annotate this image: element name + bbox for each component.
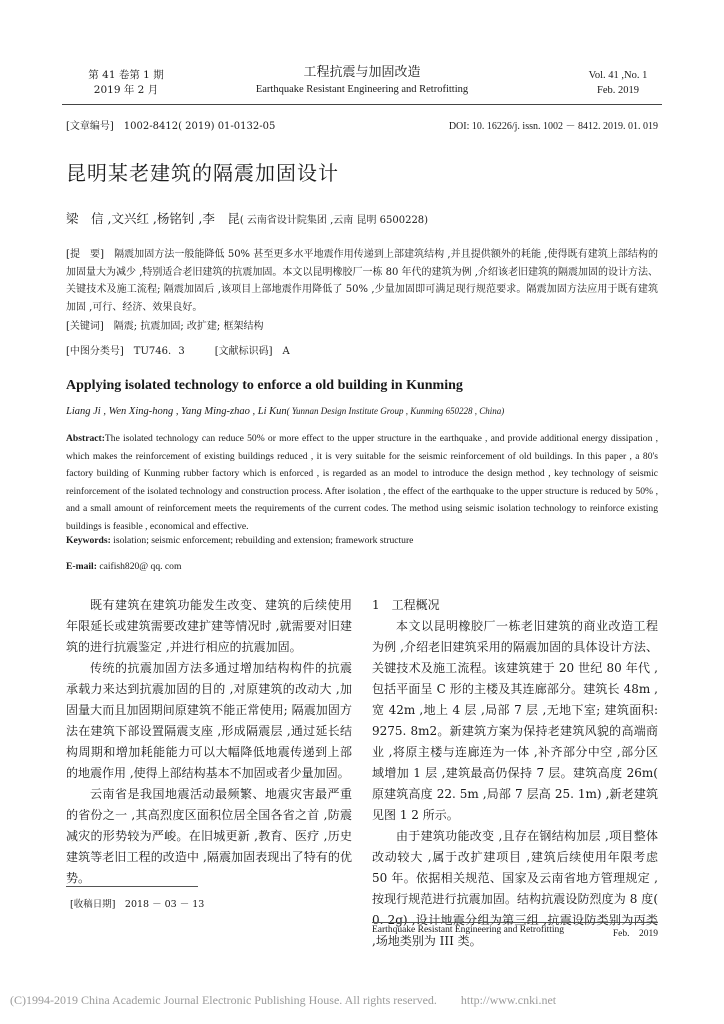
keywords-en-text: isolation; seismic enforcement; rebuilding and extension; framework structure (110, 535, 414, 546)
keywords-cn: [关键词] 隔震; 抗震加固; 改扩建; 框架结构 (66, 321, 264, 332)
body-paragraph: 传统的抗震加固方法多通过增加结构构件的抗震承载力来达到抗震加固的目的 ,对原建筑的改动大 ,加固量大而且加固期间原建筑不能正常使用; 隔震加固方法在建筑下部设置隔震支座 ,形成隔震层 ,通过延长结构周期和增加耗能能力可以大幅降低地震传递到上部的地震作用 ,使得上部结构基本不加固或者少量加固。 (66, 661, 352, 780)
page-footer (372, 925, 658, 939)
copyright-notice: (C)1994-2019 China Academic Journal Electronic Publishing House. All rights reserved. http://www.cnki.net (10, 993, 557, 1007)
header-rule (62, 104, 662, 105)
header-volume-cn: 第 41 卷第 1 期 (88, 69, 164, 81)
section-heading: 1 工程概况 (372, 598, 440, 612)
author-names-en: Liang Ji , Wen Xing-hong , Yang Ming-zhao , Li Kun (66, 406, 287, 417)
abstract-cn: [提 要] 隔震加固方法一般能降低 50% 甚至更多水平地震作用传递到上部建筑结构 ,并且提供额外的耗能 ,使得既有建筑上部结构的加固量大为减少 ,特别适合老旧建筑的抗震加固。本文以昆明橡胶厂一栋 80 年代的建筑为例 ,介绍该老旧建筑的隔震加固的设计方法、关键技术及施工流程; 隔震加固后 ,该项目上部地震作用降低了 50% ,少量加固即可满足现行规范要求。隔震加固方法应用于既有建筑加固 ,可行、经济、效果良好。 (66, 249, 658, 313)
title-en: Applying isolated technology to enforce a old building in Kunming (66, 378, 463, 393)
abstract-en-label: Abstract: (66, 433, 105, 444)
header-date-en: Feb. 2019 (597, 85, 639, 96)
author-affiliation-cn: ( 云南省设计院集团 ,云南 昆明 6500228) (239, 215, 429, 226)
header-journal (200, 64, 524, 97)
authors-cn (66, 209, 428, 227)
authors-en (66, 406, 504, 417)
keywords-en (66, 535, 413, 546)
body-paragraph: 本文以昆明橡胶厂一栋老旧建筑的商业改造工程为例 ,介绍老旧建筑采用的隔震加固的具体设计方法、关键技术及施工流程。该建筑建于 20 世纪 80 年代 ,包括平面呈 C 形的主楼及其连廊部分。建筑长 48m ,宽 42m ,地上 4 层 ,局部 7 层 ,无地下室; 建筑面积: 9275. 8m2。新建筑方案为保持老建筑风貌的高端商业 ,将原主楼与连廊连为一体 ,补齐部分中空 ,部分区域增加 1 层 ,建筑最高仍保持 7 层。建筑高度 26m( 原建筑高度 22. 5m ,局部 7 层高 25. 1m) ,新老建筑见图 1 2 所示。 (372, 619, 658, 822)
email-label: E-mail: (66, 561, 97, 572)
doi: DOI: 10. 16226/j. issn. 1002 － 8412. 2019. 01. 019 (448, 121, 658, 132)
body-column-right (372, 595, 658, 952)
author-affiliation-en: ( Yunnan Design Institute Group , Kunming 650228 , China) (286, 406, 505, 416)
email (66, 561, 181, 572)
body-column-left (66, 595, 352, 889)
author-names-cn: 梁 信 ,文兴红 ,杨铭钊 ,李 昆 (66, 211, 240, 226)
journal-title-cn: 工程抗震与加固改造 (303, 65, 421, 80)
body-paragraph: 云南省是我国地震活动最频繁、地震灾害最严重的省份之一 ,其高烈度区面积位居全国各省之首 ,防震减灾的形势较为严峻。在旧城更新 ,教育、医疗 ,历史建筑等老旧工程的改造中 ,隔震加固表现出了特有的优势。 (66, 787, 352, 885)
footer-rule (372, 922, 658, 923)
journal-title-en: Earthquake Resistant Engineering and Retrofitting (255, 84, 469, 95)
footer-journal: Earthquake Resistant Engineering and Retrofitting (372, 925, 565, 935)
email-address: caifish820@ qq. com (96, 561, 182, 572)
header-issue-cn (86, 68, 166, 98)
abstract-en-text: The isolated technology can reduce 50% or more effect to the upper structure in the earthquake , and provide additional energy dissipation , which makes the reinforcement of existing buildings reduced , it is very suitable for the seismic reinforcement of old buildings. In this paper , a 80's factory building of Kunming rubber factory which is enforced , is regarded as an model to introduce the design method , key technology of seismic reinforcement of the isolated technology and construction process. After isolation , the effect of the earthquake to the upper structure is reduced by 50% , and a small amount of reinforcement meets the requirements of the current codes. The method using seismic isolation technology to reinforce existing buildings is feasible , economical and effective. (66, 433, 658, 532)
classification-cn: [中图分类号] TU746. 3 [文献标识码] A (66, 346, 290, 357)
abstract-en (66, 430, 658, 535)
body-paragraph: 既有建筑在建筑功能发生改变、建筑的后续使用年限延长或建筑需要改建扩建等情况时 ,就需要对旧建筑的进行抗震鉴定 ,并进行相应的抗震加固。 (66, 598, 352, 654)
title-cn: 昆明某老建筑的隔震加固设计 (66, 161, 339, 185)
keywords-en-label: Keywords: (66, 535, 111, 546)
received-date: [收稿日期] 2018 － 03 － 13 (70, 899, 205, 910)
header-issue-en (578, 68, 658, 98)
header-volume-en: Vol. 41 ,No. 1 (588, 70, 648, 81)
header-date-cn: 2019 年 2 月 (93, 84, 159, 96)
footer-date: Feb. 2019 (612, 929, 658, 939)
footnote-rule (66, 886, 198, 887)
article-number: [文章编号] 1002-8412( 2019) 01-0132-05 (66, 121, 276, 132)
body-paragraph: 由于建筑功能改变 ,且存在钢结构加层 ,项目整体改动较大 ,属于改扩建项目 ,建筑后续使用年限考虑 50 年。依据相关规范、国家及云南省地方管理规定 ,按现行规范进行抗震加固。结构抗震设防烈度为 8 度( 0. 2g) ,设计地震分组为第三组 ,抗震设防类别为丙类 ,场地类别为 III 类。 (372, 829, 658, 948)
